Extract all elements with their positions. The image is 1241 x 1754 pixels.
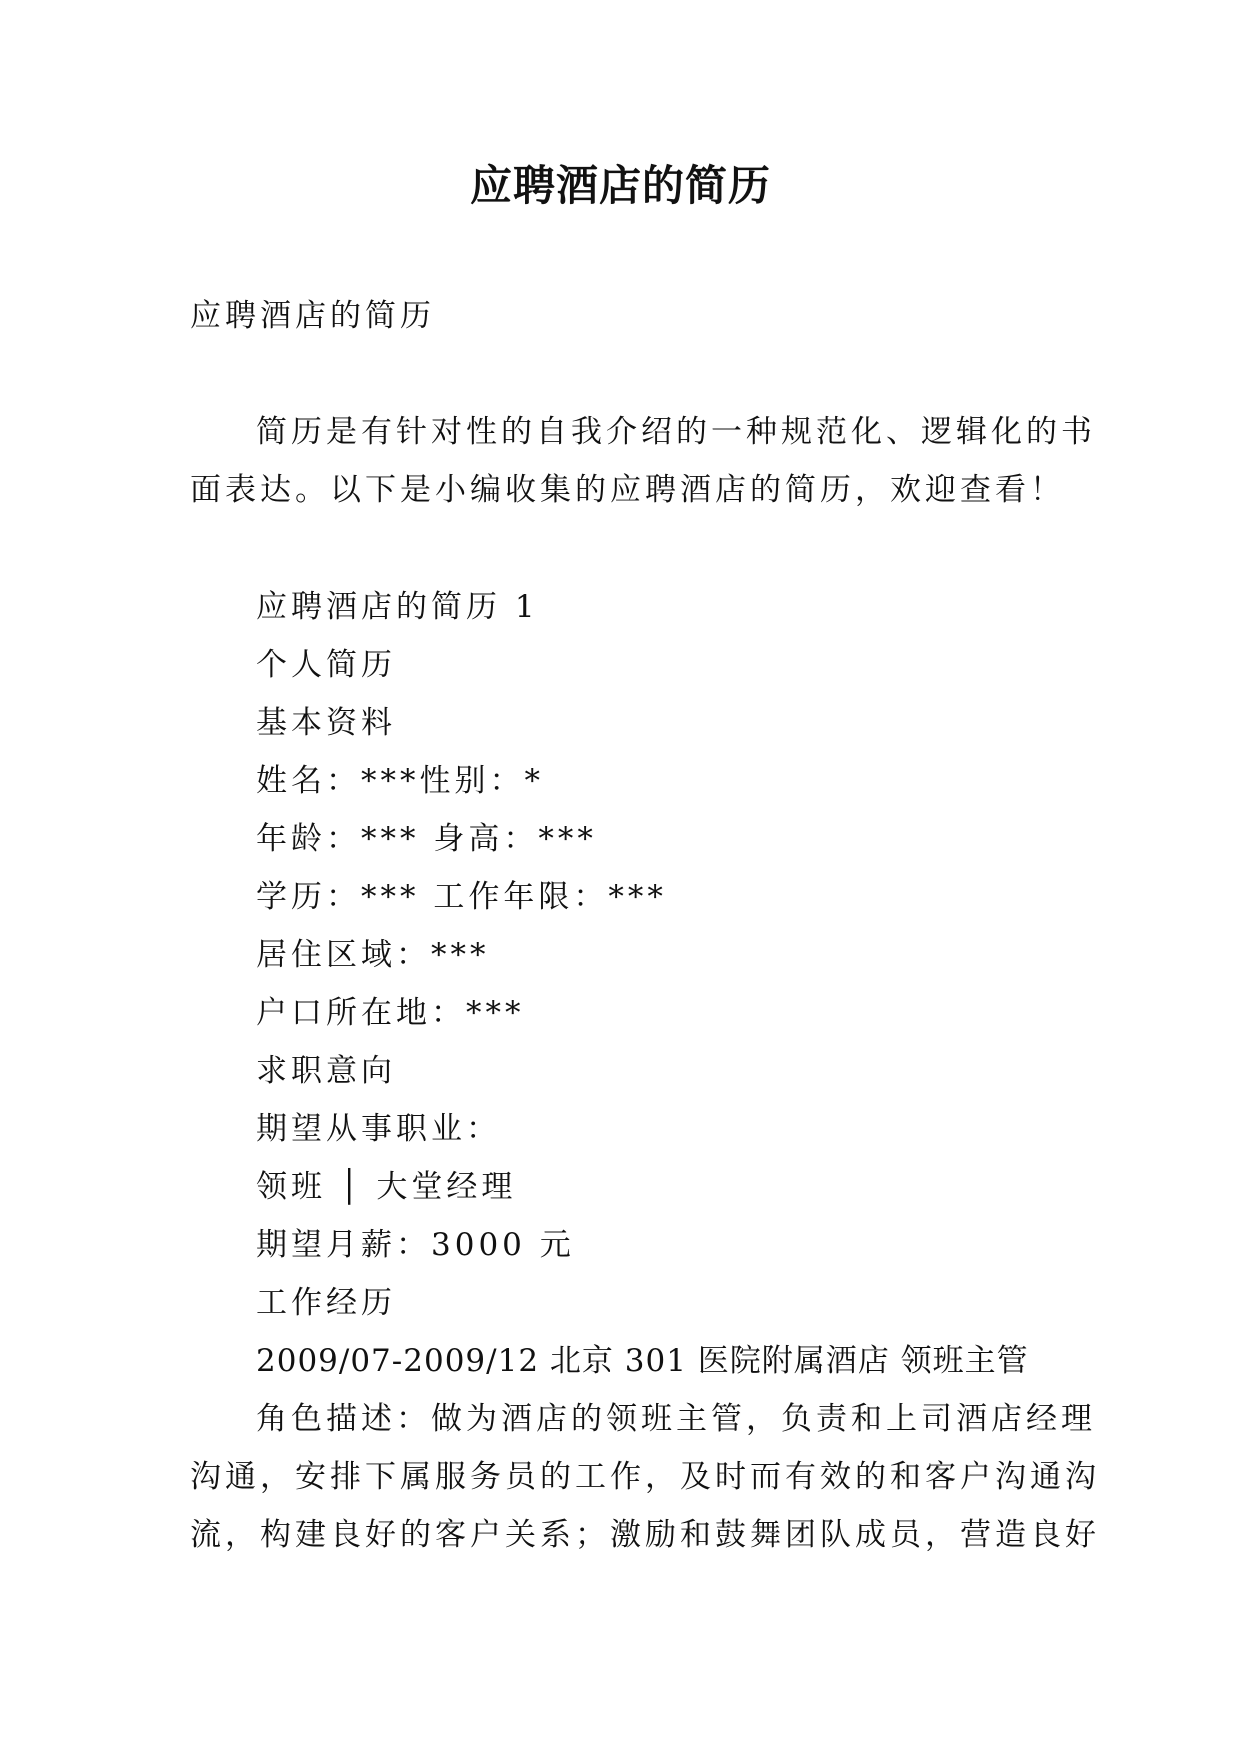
job-intent-salary: 期望月薪：3000 元 (256, 1227, 575, 1263)
role-description-line-2: 沟通，安排下属服务员的工作，及时而有效的和客户沟通沟 (190, 1459, 1100, 1495)
intro-line-1: 简历是有针对性的自我介绍的一种规范化、逻辑化的书 (256, 414, 1096, 450)
job-intent-positions: 领班 │ 大堂经理 (256, 1169, 517, 1205)
basic-info-name-gender: 姓名：***性别：* (256, 763, 544, 799)
basic-info-education-years: 学历：*** 工作年限：*** (256, 879, 667, 915)
job-intent-occupation-label: 期望从事职业： (256, 1111, 501, 1147)
basic-info-hukou: 户口所在地：*** (256, 995, 525, 1031)
intro-line-2: 面表达。以下是小编收集的应聘酒店的简历，欢迎查看！ (190, 472, 1065, 508)
resume-title: 个人简历 (256, 647, 396, 683)
job-intent-heading: 求职意向 (256, 1053, 396, 1089)
work-heading: 工作经历 (256, 1285, 396, 1321)
document-subtitle: 应聘酒店的简历 (190, 298, 435, 334)
role-description-line-3: 流，构建良好的客户关系；激励和鼓舞团队成员，营造良好 (190, 1517, 1100, 1553)
work-entry: 2009/07-2009/12 北京 301 医院附属酒店 领班主管 (256, 1343, 1029, 1379)
basic-info-residence: 居住区域：*** (256, 937, 490, 973)
role-description-line-1: 角色描述：做为酒店的领班主管，负责和上司酒店经理 (256, 1401, 1096, 1437)
basic-info-age-height: 年龄：*** 身高：*** (256, 821, 597, 857)
section-heading: 应聘酒店的简历 1 (256, 589, 539, 625)
document-title: 应聘酒店的简历 (469, 161, 771, 210)
basic-info-heading: 基本资料 (256, 705, 396, 741)
